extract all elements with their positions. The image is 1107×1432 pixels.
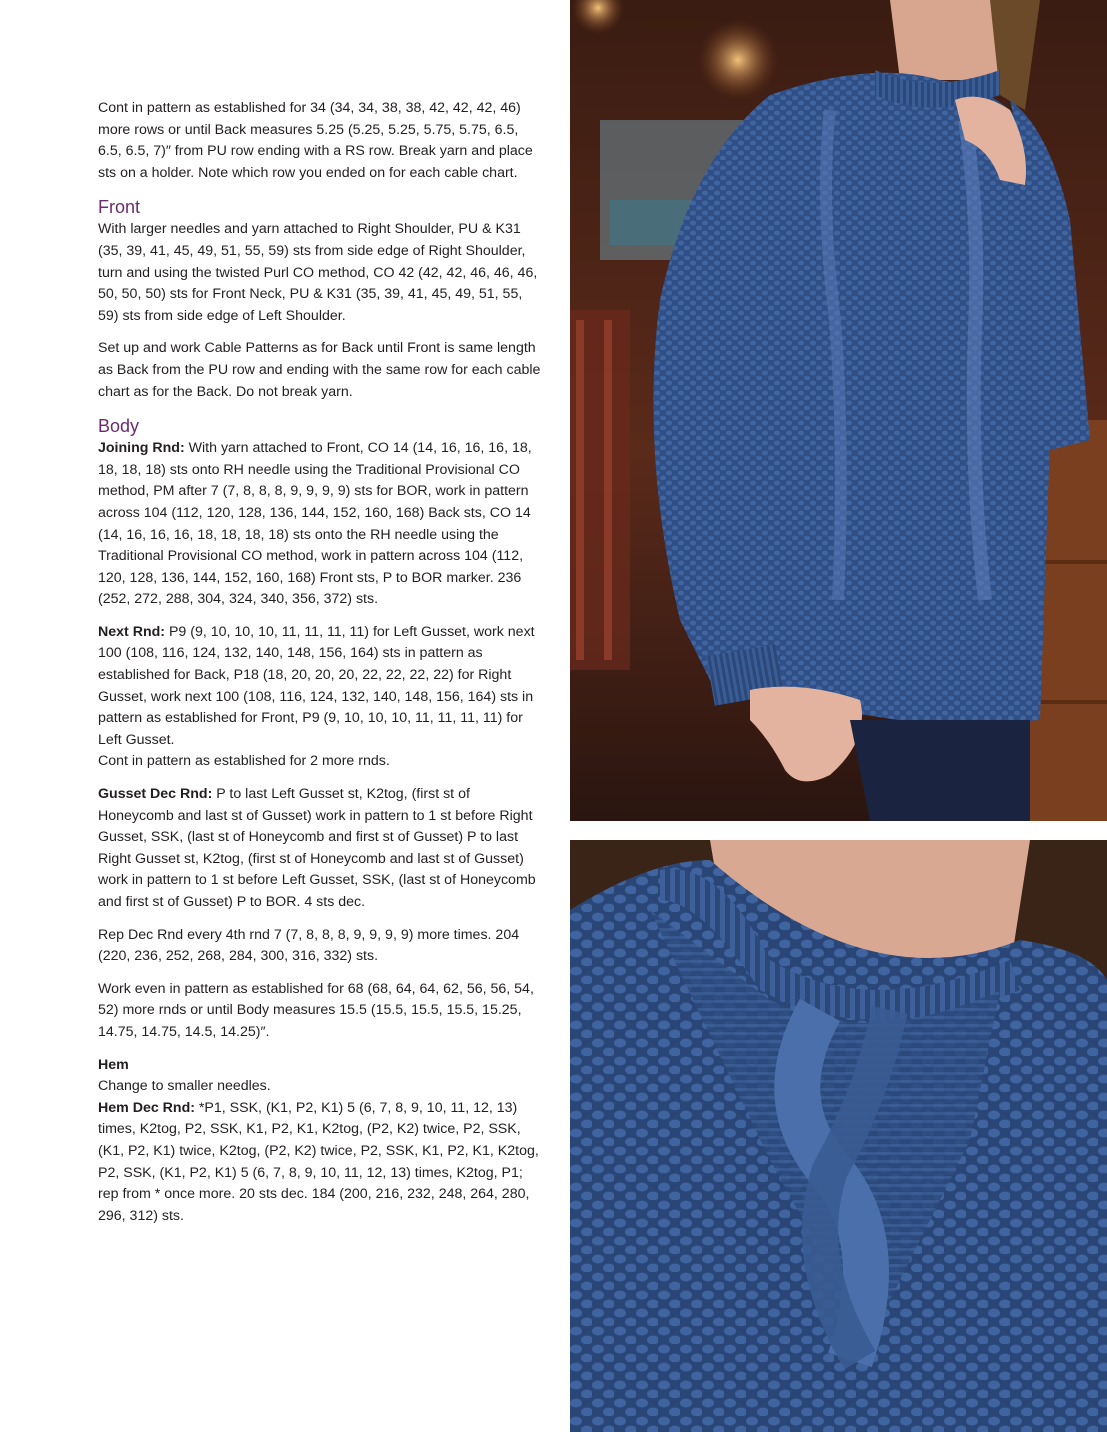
- hem-dec-paragraph: [98, 1098, 543, 1228]
- front-paragraph-1: With larger needles and yarn attached to Right Shoulder, PU & K31 (35, 39, 41, 45, 49, 51, 55, 59) sts from side edge of Right Shoulder, turn and using the twisted Purl CO method, CO 42 (42, 42, 46, 46, 46, 50, 50, 50) sts for Front Neck, PU & K31 (35, 39, 41, 45, 49, 51, 55, 59) sts from side edge of Left Shoulder.: [98, 221, 538, 324]
- sweater-closeup-photo: [570, 840, 1107, 1432]
- front-heading: Front: [98, 197, 141, 218]
- joining-rnd-text: With yarn attached to Front, CO 14 (14, 16, 16, 16, 18, 18, 18, 18) sts onto RH needle using the Traditional Provisional CO method, PM after 7 (7, 8, 8, 8, 9, 9, 9, 9) sts for BOR, work in pattern across 104 (112, 120, 128, 136, 144, 152, 160, 168) Back sts, CO 14 (14, 16, 16, 16, 18, 18, 18, 18) sts onto the RH needle using the Traditional Provisional CO method, work in pattern across 104 (112, 120, 128, 136, 144, 152, 160, 168) Front sts, P to BOR marker. 236 (252, 272, 288, 304, 324, 340, 356, 372) sts.: [98, 440, 532, 608]
- hem-change-needles: Change to smaller needles.: [98, 1078, 271, 1095]
- next-rnd-continue: Cont in pattern as established for 2 more rnds.: [98, 753, 390, 770]
- back-continue-paragraph: Cont in pattern as established for 34 (34, 34, 38, 38, 42, 42, 42, 46) more rows or until Back measures 5.25 (5.25, 5.25, 5.75, 5.75, 6.5, 6.5, 6.5, 7)″ from PU row ending with a RS row. Break yarn and place sts on a holder. Note which row you ended on for each cable chart.: [98, 100, 533, 181]
- gusset-dec-text: P to last Left Gusset st, K2tog, (first st of Honeycomb and last st of Gusset) work in pattern to 1 st before Right Gusset, SSK, (last st of Honeycomb and first st of Gusset) P to last Right Gusset st, K2tog, (first st of Honeycomb and last st of Gusset) work in pattern to 1 st before Left Gusset, SSK, (last st of Honeycomb and first st of Gusset) P to BOR. 4 sts dec.: [98, 786, 536, 910]
- gusset-dec-paragraph: [98, 784, 543, 914]
- rep-dec-paragraph: Rep Dec Rnd every 4th rnd 7 (7, 8, 8, 8, 9, 9, 9, 9) more times. 204 (220, 236, 252, 268, 284, 300, 316, 332) sts.: [98, 926, 520, 965]
- hem-heading: Hem: [98, 1056, 129, 1073]
- next-rnd-label: Next Rnd:: [98, 623, 165, 640]
- work-even-paragraph: Work even in pattern as established for 68 (68, 64, 64, 62, 56, 56, 54, 52) more rnds or until Body measures 15.5 (15.5, 15.5, 15.5, 15.25, 14.75, 14.75, 14.5, 14.25)″.: [98, 980, 534, 1040]
- pattern-text-column: [98, 98, 543, 1238]
- next-rnd-paragraph: [98, 622, 543, 752]
- gusset-dec-label: Gusset Dec Rnd:: [98, 786, 213, 803]
- joining-rnd-label: Joining Rnd:: [98, 440, 185, 457]
- joining-rnd-paragraph: [98, 438, 543, 611]
- front-paragraph-2: Set up and work Cable Patterns as for Back until Front is same length as Back from the PU row and ending with the same row for each cable chart as for the Back. Do not break yarn.: [98, 340, 541, 400]
- hem-dec-text: *P1, SSK, (K1, P2, K1) 5 (6, 7, 8, 9, 10, 11, 12, 13) times, K2tog, P2, SSK, K1, P2, K1, K2tog, (P2, K2) twice, P2, SSK, (K1, P2, K1) twice, K2tog, (P2, K2) twice, P2, SSK, K1, P2, K1, K2tog, P2, SSK, (K1, P2, K1) 5 (6, 7, 8, 9, 10, 11, 12, 13) times, K2tog, P1; rep from * once more. 20 sts dec. 184 (200, 216, 232, 248, 264, 280, 296, 312) sts.: [98, 1099, 539, 1224]
- next-rnd-text: P9 (9, 10, 10, 10, 11, 11, 11, 11) for Left Gusset, work next 100 (108, 116, 124, 132, 140, 148, 156, 164) sts in pattern as established for Back, P18 (18, 20, 20, 20, 22, 22, 22, 22) for Right Gusset, work next 100 (108, 116, 124, 132, 140, 148, 156, 164) sts in pattern as established for Front, P9 (9, 10, 10, 10, 11, 11, 11, 11) for Left Gusset.: [98, 623, 535, 748]
- body-heading: Body: [98, 416, 140, 437]
- sweater-model-photo: [570, 0, 1107, 821]
- hem-dec-label: Hem Dec Rnd:: [98, 1099, 195, 1116]
